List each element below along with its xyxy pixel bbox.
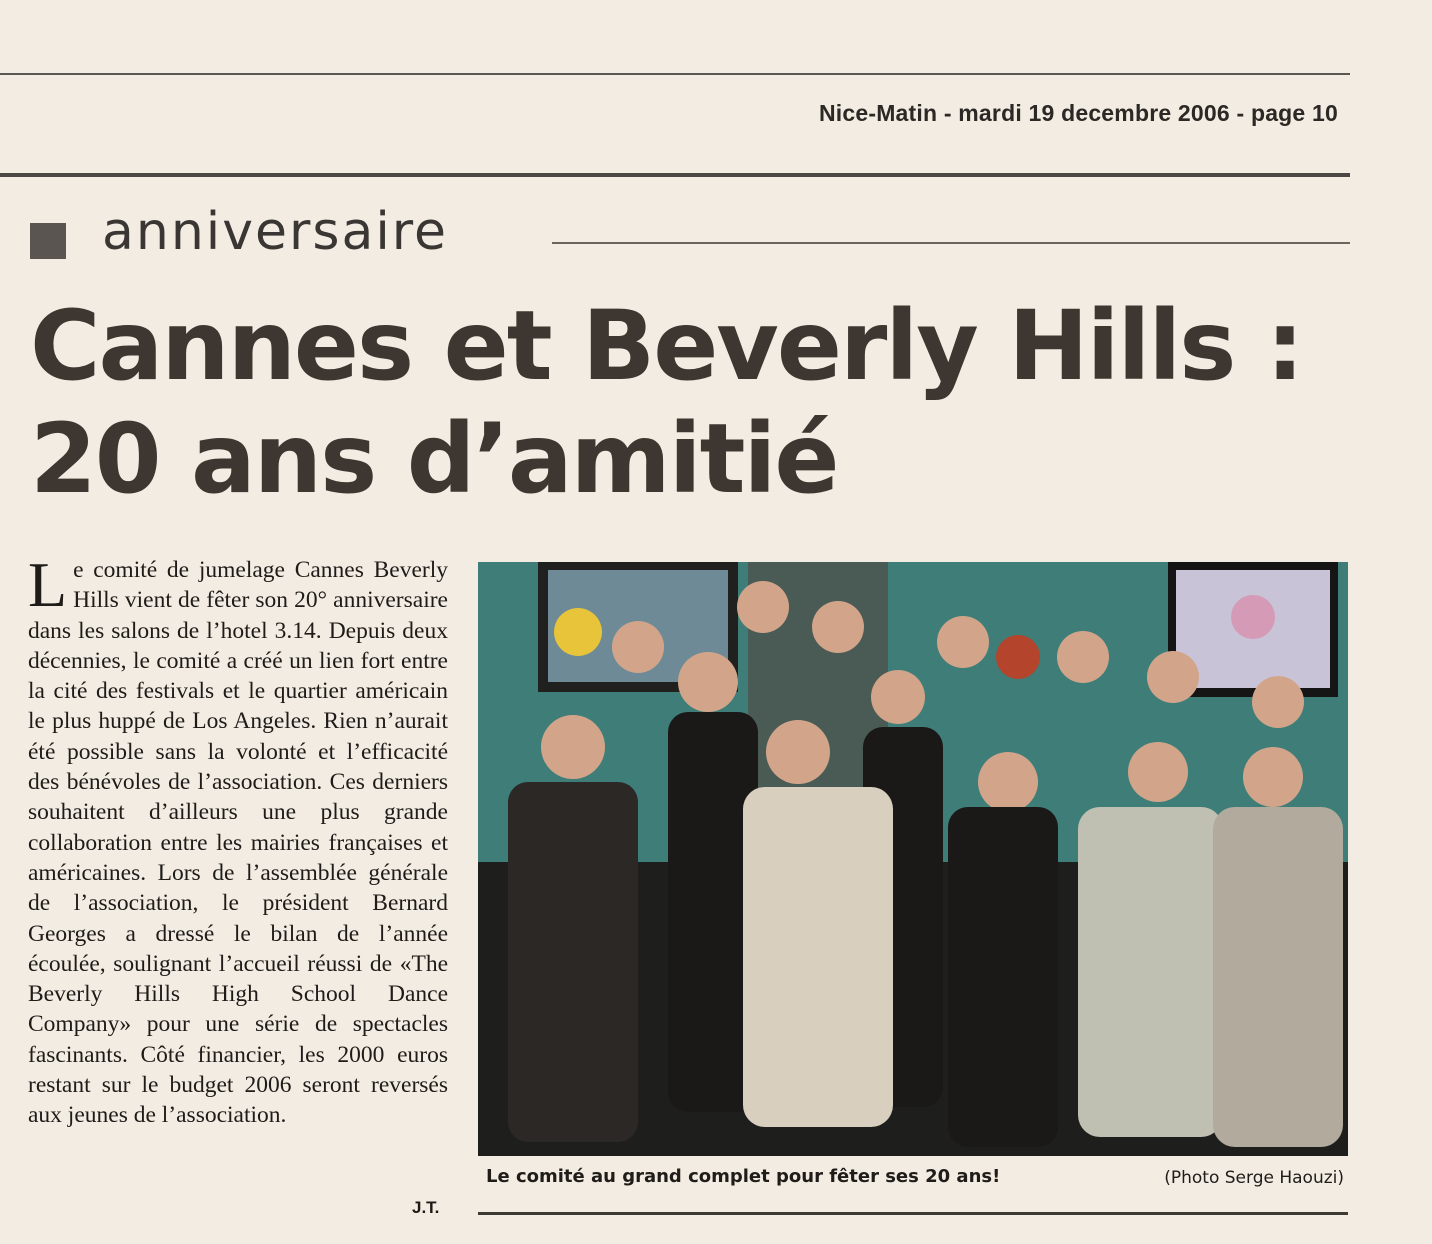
headline-line-2: 20 ans d’amitié: [30, 403, 838, 515]
bottom-rule: [478, 1212, 1348, 1215]
dateline: Nice-Matin - mardi 19 decembre 2006 - page 10: [818, 100, 1338, 126]
section-rule: [552, 242, 1350, 244]
photo-caption-bar: [478, 1156, 1348, 1212]
headline: [30, 290, 1360, 516]
header-rule: [0, 173, 1350, 177]
top-rule: [0, 73, 1350, 75]
section-label: anniversaire: [102, 202, 449, 262]
photo-credit: (Photo Serge Haouzi): [1164, 1168, 1344, 1188]
section-square-icon: [30, 223, 66, 259]
group-photo: [478, 562, 1348, 1156]
group-photo-illustration: [478, 562, 1348, 1156]
author-signature: J.T.: [412, 1198, 440, 1217]
photo-caption: Le comité au grand complet pour fêter ses 20 ans!: [486, 1166, 1001, 1187]
headline-line-1: Cannes et Beverly Hills :: [30, 290, 1303, 402]
article-text: e comité de jumelage Cannes Beverly Hills vient de fêter son 20° anniversaire dans les salons de l’hotel 3.14. Depuis deux décennies, le comité a créé un lien fort entre la cité des festivals et le quartier américain le plus huppé de Los Angeles. Rien n’aurait été possible sans la volonté et l’efficacité des bénévoles de l’association. Ces derniers souhaitent d’ailleurs une plus grande collaboration entre les mairies françaises et américaines. Lors de l’assemblée générale de l’association, le président Bernard Georges a dressé le bilan de l’année écoulée, soulignant l’accueil réussi de «The Beverly Hills High School Dance Company» pour une série de spectacles fascinants. Côté financier, les 2000 euros restant sur le budget 2006 seront reversés aux jeunes de l’association.: [28, 557, 448, 1129]
drop-cap: L: [28, 549, 68, 620]
article-body: [28, 549, 448, 1131]
